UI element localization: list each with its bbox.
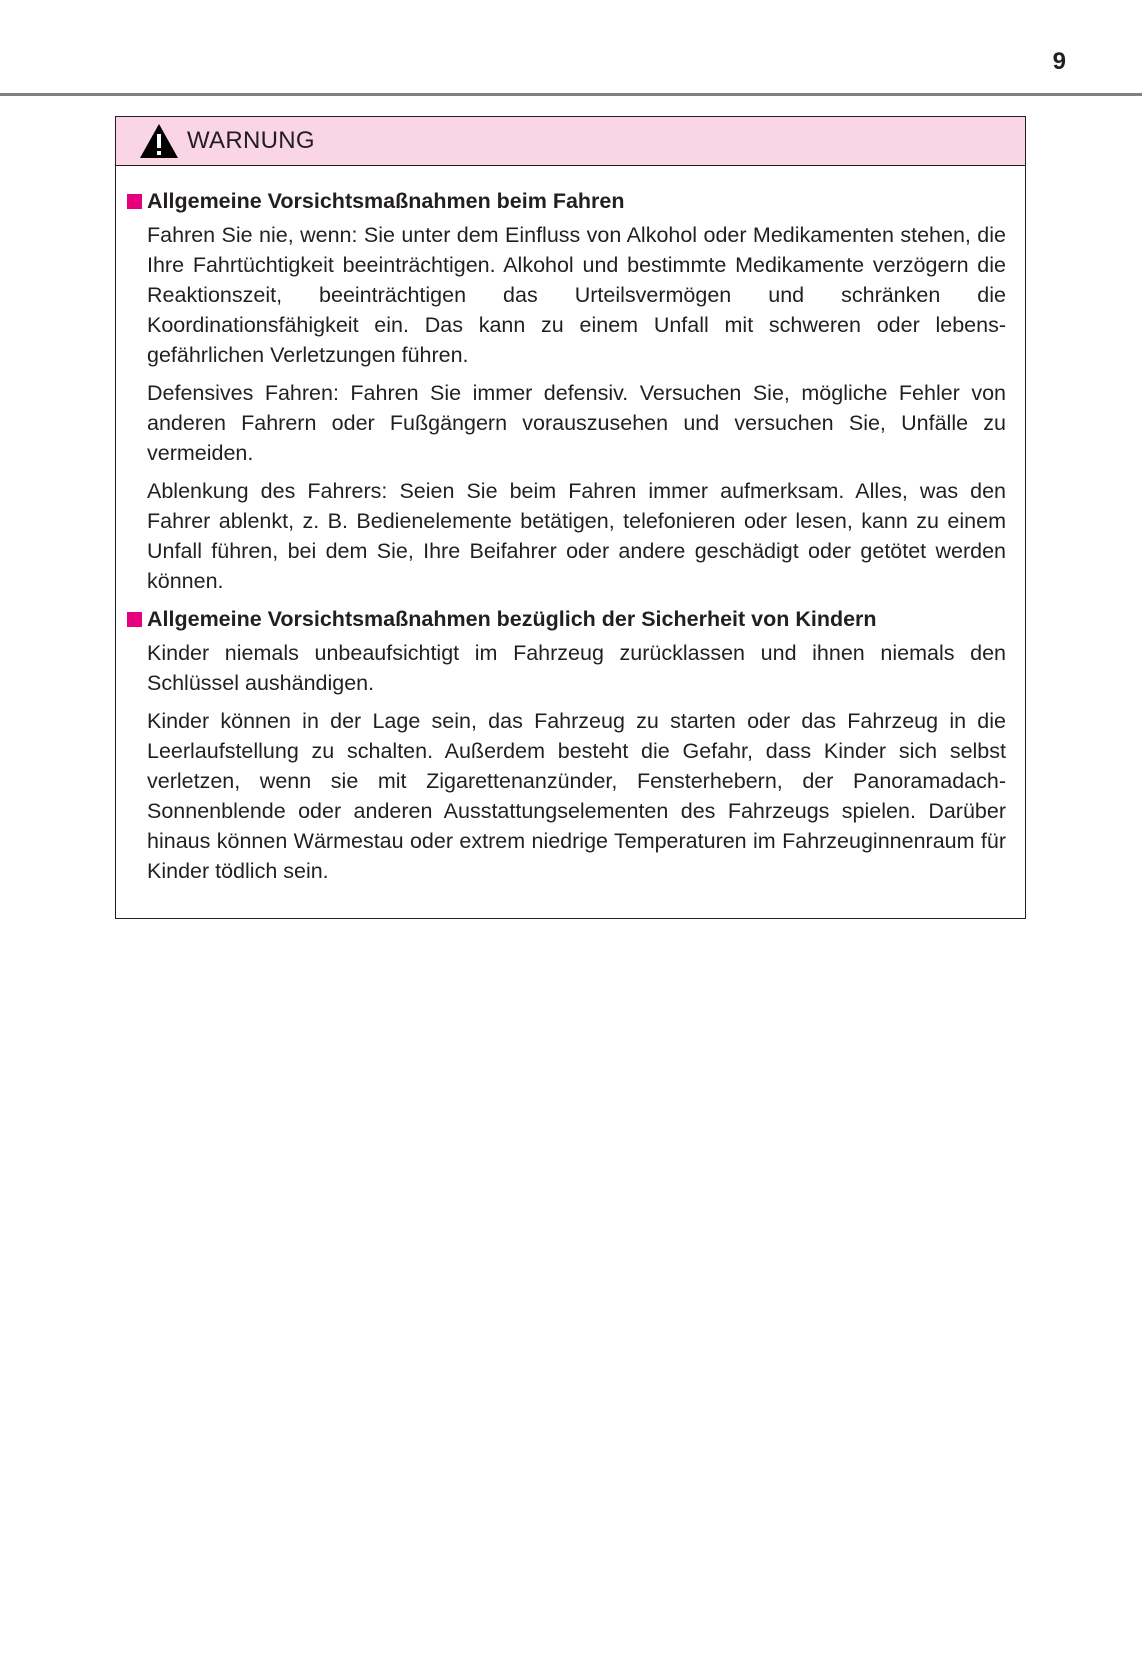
square-bullet-icon	[127, 612, 142, 627]
warning-header	[116, 117, 1025, 166]
warning-box	[115, 116, 1026, 919]
paragraph: Ablenkung des Fahrers: Seien Sie beim Fahren immer aufmerksam. Alles, was den Fahrer ablenkt, z. B. Bedienelemente betätigen, telefonieren oder lesen, kann zu einem Unfall führen, bei dem Sie, Ihre Beifahrer oder andere geschädigt oder getötet werden können.	[147, 479, 1006, 593]
paragraph: Fahren Sie nie, wenn: Sie unter dem Einfluss von Alkohol oder Medikamenten stehen, die Ihre Fahrtüchtigkeit beeinträchtigen. Alkohol und bestimmte Medikamente verzögern die Reaktionszeit, beeinträchtigen das Urteilsvermögen und schränken die Koordinationsfähigkeit ein. Das kann zu einem Unfall mit schweren oder lebensgefährlichen Verletzungen führen.	[147, 223, 1006, 367]
section-heading	[147, 604, 1006, 634]
paragraph: Kinder niemals unbeaufsichtigt im Fahrzeug zurücklassen und ihnen niemals den Schlüssel aushändigen.	[147, 641, 1006, 695]
paragraph: Defensives Fahren: Fahren Sie immer defensiv. Versuchen Sie, mögliche Fehler von anderen Fahrern oder Fußgängern vorauszusehen und versuchen Sie, Unfälle zu vermeiden.	[147, 381, 1006, 465]
section-children	[116, 604, 1025, 886]
section-driving	[116, 186, 1025, 596]
warning-title: WARNUNG	[187, 127, 315, 154]
section-heading	[147, 186, 1006, 216]
section-heading-text: Allgemeine Vorsichtsmaßnahmen bezüglich der Sicherheit von Kindern	[147, 607, 877, 631]
square-bullet-icon	[127, 194, 142, 209]
warning-triangle-icon	[139, 123, 179, 159]
section-heading-text: Allgemeine Vorsichtsmaßnahmen beim Fahren	[147, 189, 625, 213]
paragraph: Kinder können in der Lage sein, das Fahrzeug zu starten oder das Fahrzeug in die Leerlaufstellung zu schalten. Außerdem besteht die Gefahr, dass Kinder sich selbst verletzen, wenn sie mit Zigarettenanzünder, Fensterhebern, der Panoramadach-Sonnenblende oder anderen Ausstattungselementen des Fahrzeugs spielen. Darüber hinaus können Wärmestau oder extrem niedrige Temperaturen im Fahrzeuginnenraum für Kinder tödlich sein.	[147, 709, 1006, 883]
page-number: 9	[1052, 48, 1066, 75]
header-rule	[0, 93, 1142, 96]
